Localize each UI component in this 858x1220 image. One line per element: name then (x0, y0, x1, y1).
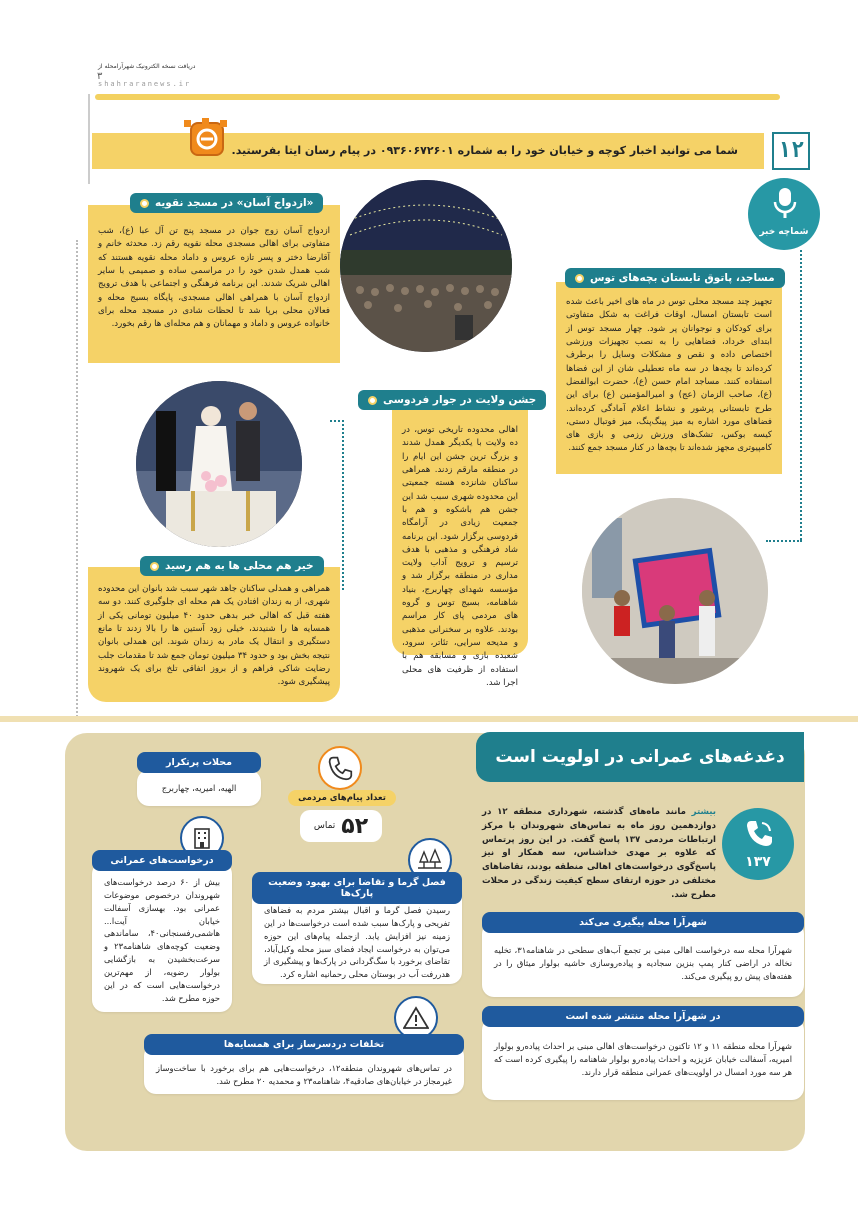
article-marriage-title: «ازدواج آسان» در مسجد نقویه (130, 193, 323, 213)
civil-body: بیش از ۶۰ درصد درخواست‌های شهروندان درخصوص موضوعات عمرانی بود. بهسازی آسفالت خیابان آیت‌ا... هاشمی‌رفسنجانی۴۰، ساماندهی وضعیت کوچه‌های شاهنامه۲۳ و سرعت‌بخشیدن به بازگشایی بولوار رضویه، از مهم‌ترین درخواست‌هایی است که در این حوزه مطرح شد. (104, 877, 221, 1003)
warning-icon (403, 1006, 429, 1030)
phone-icon (327, 755, 353, 781)
connector (766, 540, 802, 542)
banner-text: شما می توانید اخبار کوچه و خیابان خود را به شماره ۰۹۳۶۰۶۷۲۶۰۱ در پیام رسان ایتا بفرستید. (231, 144, 738, 157)
website-label[interactable]: shahraranews.ir (98, 80, 192, 88)
connector (800, 250, 802, 540)
mic-badge (748, 178, 820, 250)
article-summer-body: تجهیز چند مسجد محلی توس در ماه های اخیر باعث شده است تابستان امسال، اوقات فراغت به شکل متفاوتی برای کودکان و نوجوانان پر شود. چهار مسجد توس از ابتدای خرداد، فضاهایی را به نصب تجهیزات ورزشی اختصاص داده و نقص و مشکلات وسایل را برطرف کرده‌اند تا بچه‌ها در سه ماه تعطیلی شان از این فضاها استفاده کنند. مساجد امام حسن (ع)، حضرت ابوالفضل (ع)، صاحب الزمان (عج) و امیرالمؤمنین (ع) برای این طرح تابستانی پرشور و نشاط اعلام آمادگی کرده‌اند. فضاهای مورد اشاره به میز پینگ‌پنگ، میز فوتبال دستی، کیسه بوکس، تشک‌های ورزش رزمی و بازی های کامپیوتری مجهز شده‌اند تا بچه‌ها در کنار مسجد جمع کنند. (566, 297, 772, 454)
connector (330, 420, 344, 422)
building-icon (190, 826, 214, 850)
published-title: در شهرآرا محله منتشر شده است (482, 1006, 804, 1027)
phone-number: ۱۳۷ (745, 854, 771, 870)
parks-title: فصل گرما و تقاضا برای بهبود وضعیت پارک‌ها (252, 872, 462, 904)
article-velayat-title: جشن ولایت در جوار فردوسی (358, 390, 546, 410)
connector (342, 420, 344, 590)
crowd-photo (340, 180, 512, 352)
messages-unit: تماس (313, 821, 336, 831)
article-velayat-body: اهالی محدوده تاریخی توس، در ده ولایت با یکدیگر همدل شدند و بزرگ ترین جشن این ایام را در منطقه مارقم زدند. همراهی ساکنان شانزده هسته جمعیتی این محدوده شهری سبب شد این جشن هم باشکوه و هم با جمعیت زیادی در آرامگاه فردوسی برگزار شود. این برنامه شاد فرهنگی و مذهبی با هدف ترسیم و ترویج آداب ولایت مداری در منطقه برگزار شد و مؤسسه شهدای چهاربرج، بنیاد شاهنامه، بسیج توس و گروه های مردمی پای کار مراسم بودند. علاوه بر سخنرانی مذهبی و مدیحه سرایی، تئاتر، سرود، شعبده بازی و مسابقه هم با استفاده از ظرفیت های محلی اجرا شد. (401, 425, 518, 688)
article-marriage-body: ازدواج آسان زوج جوان در مسجد پنج تن آل عبا (ع)، شب متفاوتی برای اهالی مسجدی محله نقویه رقم زد. محدثه خانم و آقارضا دختر و پسر تازه عروس و داماد محله نقویه هستند که شب همدل شدن خود را در مراسمی ساده و صمیمی با سایر اهالی شریک شدند. این برنامه فرهنگی و اجتماعی با هدف ترویج ازدواج آسان با همراهی اهالی مسجدی، پایگاه بسیج محله و فعالان محلی برپا شد تا لحظات شادی در مسجد محله برای خانواده عروس و داماد و مهمانان و هم محله‌ای ها رقم بخورد. (98, 226, 330, 330)
microphone-icon (770, 186, 800, 220)
tree-icon (417, 848, 443, 872)
section-intro (482, 806, 716, 902)
kids-photo (582, 498, 768, 684)
article-velayat-box (392, 406, 528, 688)
wedding-photo (136, 381, 302, 547)
civil-card (92, 862, 232, 1012)
violations-body: در تماس‌های شهروندان منطقه۱۲، درخواست‌هایی هم برای برخورد با ساخت‌وساز غیرمجاز در خیابان‌های صادقیه۴، شاهنامه۲۳ و محمدیه ۲۰ مطرح شد. (156, 1063, 452, 1086)
article-neighbors-box (88, 567, 340, 702)
mic-label: شماچه خبر (759, 227, 809, 237)
parks-body: رسیدن فصل گرما و اقبال بیشتر مردم به فضاهای تفریحی و پارک‌ها سبب شده است درخواست‌ها در این زمینه نیز افزایش یابد. ازجمله پیام‌های این حوزه می‌توان به درخواست ایجاد فضای سبز محله وکیل‌آباد، تقاضای برخورد با سگ‌گردانی در پارک‌ها و پیشگیری از هدررفت آب در بوستان محلی رحمانیه اشاره کرد. (264, 905, 450, 980)
connector (76, 240, 78, 720)
article-neighbors-body: همراهی و همدلی ساکنان جاهد شهر سبب شد بانوان این محدوده شهری، از به زندان افتادن یک هم محله ای جلوگیری کنند. دو سه هفته قبل که اهالی خبر بدهی حدود ۴۰ میلیون تومانی یکی از همسایه ها را شنیدند، خیلی زود آستین ها را بالا زدند تا مانع دستگیری و انتقال یک مادر به زندان شوند. این همدلی بانوان نتیجه بخش بود و حدود ۳۴ میلیون تومان جمع شد تا مقدمات جلب رضایت شاکی فراهم و از بروز اتفاقی تلخ برای یک شهروند پیشگیری شود. (98, 584, 330, 688)
section-separator (0, 716, 858, 722)
intro-text: مانند ماه‌های گذشته، شهرداری منطقه ۱۲ در دوازدهمین روز ماه به تماس‌های شهروندان با مرکز ارتباطات مردمی ۱۳۷ پاسخ گفت. در این روز پرتماس که علاوه بر مهدی خداشناس، سه همکار او نیز پاسخ‌گوی درخواست‌های اهالی منطقه بودند، تقاضاهای مختلفی در حوزه ارتقای سطح کیفیت زندگی در محلات مطرح شد. (482, 807, 716, 900)
hot-areas-card (137, 770, 261, 806)
hot-areas-title: محلات پرتکرار (137, 752, 261, 773)
followup-body: شهرآرا محله سه درخواست اهالی مبنی بر تجمع آب‌های سطحی در شاهنامه۳۱، تخلیه نخاله در اراضی کنار پمپ بنزین سجادیه و پیاده‌روسازی حاشیه بولوار میثاق را در هفته‌های پیش رو پیگیری می‌کند. (494, 945, 793, 981)
notification-dots (182, 113, 232, 123)
header-bar (95, 94, 780, 100)
violations-title: تخلفات دردسرساز برای همسایه‌ها (144, 1034, 464, 1055)
hot-areas-body: الهیه، امیریه، چهاربرج (161, 783, 237, 793)
phone-badge (722, 808, 794, 880)
civil-title: درخواست‌های عمرانی (92, 850, 232, 871)
section-civil-title: دغدغه‌های عمرانی در اولویت است (476, 732, 804, 782)
intro-highlight: بیشتر (691, 807, 716, 817)
article-summer-title: مساجد، پاتوق تابستان بچه‌های توس (565, 268, 785, 288)
followup-title: شهرآرا محله پیگیری می‌کند (482, 912, 804, 933)
page-number: ۳ (97, 71, 103, 82)
published-body: شهرآرا محله منطقه ۱۱ و ۱۲ تاکنون درخواست‌های اهالی مبنی بر احداث پیاده‌رو بولوار امیریه، آسفالت خیابان عزیزیه و احداث پیاده‌رو بولوار شاهنامه را پیگیری کرده است که هر سه مورد امسال در اولویت‌های عمرانی منطقه قرار دارند. (494, 1041, 792, 1077)
article-neighbors-title: خیر هم محلی ها به هم رسید (140, 556, 324, 576)
article-marriage-box (88, 205, 340, 363)
section-number-badge: ۱۲ (772, 132, 810, 170)
publication-label: دریافت نسخه الکترونیک شهرآرامحله از (98, 63, 196, 70)
published-card (482, 1018, 804, 1100)
header-divider (88, 94, 90, 184)
followup-card (482, 922, 804, 997)
phone-icon (744, 818, 774, 848)
messages-title: تعداد پیام‌های مردمی (288, 790, 396, 806)
phone-icon-circle (318, 746, 362, 790)
messages-count: ۵۲ (341, 813, 369, 839)
messages-count-box (300, 810, 382, 842)
article-summer-box (556, 282, 782, 474)
